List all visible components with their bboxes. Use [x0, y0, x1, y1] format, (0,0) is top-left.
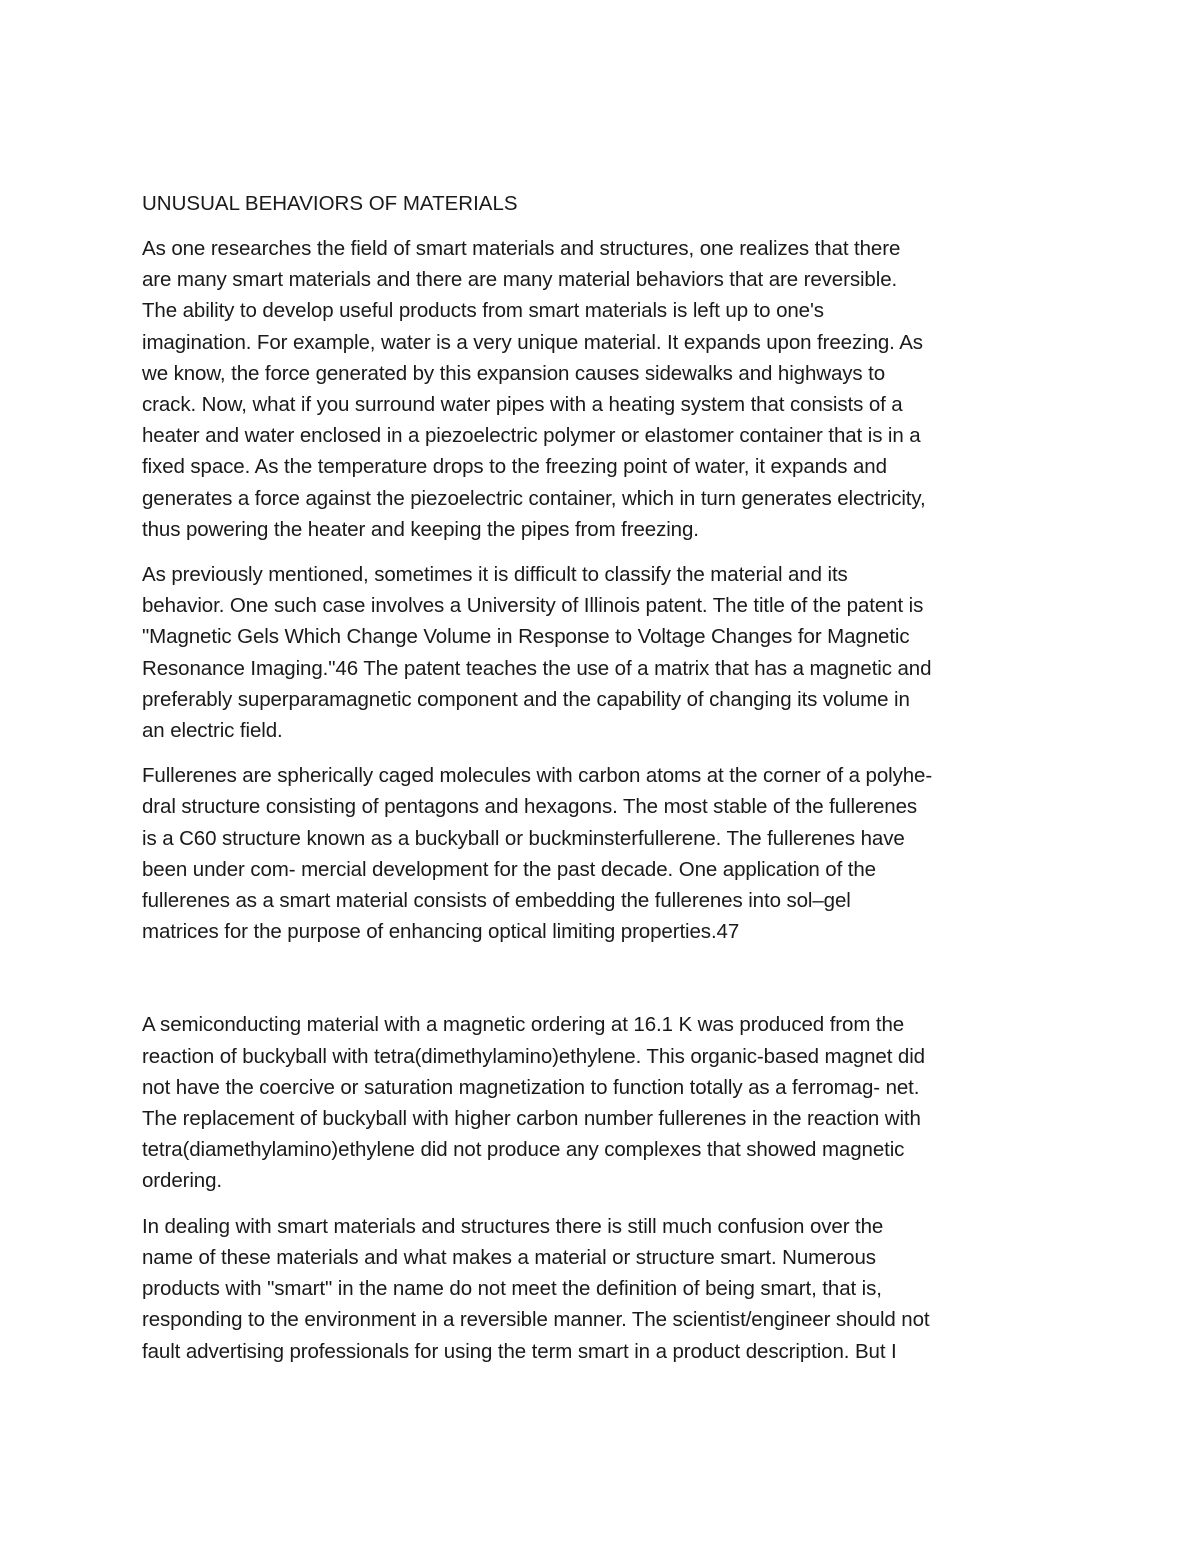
paragraph-semiconducting-material [142, 1009, 1062, 1196]
text-line: ordering. [142, 1169, 223, 1193]
text-line: As previously mentioned, sometimes it is difficult to classify the material and its [142, 563, 848, 587]
text-line: As one researches the field of smart materials and structures, one realizes that there [142, 237, 901, 260]
text-line: been under com- mercial development for the past decade. One application of the [142, 857, 876, 881]
text-line: name of these materials and what makes a material or structure smart. Numerous [142, 1245, 876, 1269]
text-line: crack. Now, what if you surround water pipes with a heating system that consists of a [142, 393, 903, 417]
text-line: thus powering the heater and keeping the pipes from freezing. [142, 517, 699, 541]
text-line: heater and water enclosed in a piezoelectric polymer or elastomer container that is in a [142, 424, 921, 448]
paragraph-fullerenes [142, 760, 1062, 947]
document-body [142, 188, 1062, 1381]
text-line: matrices for the purpose of enhancing optical limiting properties.47 [142, 920, 740, 944]
paragraph-water-expansion [142, 233, 1062, 545]
text-line: Resonance Imaging."46 The patent teaches the use of a matrix that has a magnetic and [142, 656, 932, 680]
text-line: tetra(diamethylamino)ethylene did not produce any complexes that showed magnetic [142, 1138, 905, 1162]
text-line: not have the coercive or saturation magnetization to function totally as a ferromag- net. [142, 1075, 920, 1099]
text-line: dral structure consisting of pentagons and hexagons. The most stable of the fullerenes [142, 795, 918, 819]
text-line: an electric field. [142, 719, 283, 743]
text-line: preferably superparamagnetic component and the capability of changing its volume in [142, 687, 910, 711]
text-line: In dealing with smart materials and structures there is still much confusion over the [142, 1214, 884, 1238]
text-line: The replacement of buckyball with higher carbon number fullerenes in the reaction with [142, 1107, 921, 1131]
text-line: are many smart materials and there are many material behaviors that are reversible. [142, 268, 898, 292]
text-line: fault advertising professionals for using the term smart in a product description. But I [142, 1339, 897, 1363]
text-line: reaction of buckyball with tetra(dimethylamino)ethylene. This organic-based magnet did [142, 1044, 925, 1068]
text-line: A semiconducting material with a magnetic ordering at 16.1 K was produced from the [142, 1013, 905, 1037]
blank-space [142, 961, 1062, 1009]
text-line: imagination. For example, water is a very unique material. It expands upon freezing. As [142, 330, 923, 354]
text-line: responding to the environment in a reversible manner. The scientist/engineer should not [142, 1308, 930, 1332]
text-line: we know, the force generated by this expansion causes sidewalks and highways to [142, 361, 886, 385]
paragraph-magnetic-gels [142, 559, 1062, 746]
paragraph-smart-definition [142, 1211, 1062, 1367]
text-line: fixed space. As the temperature drops to the freezing point of water, it expands and [142, 455, 887, 479]
text-line: is a C60 structure known as a buckyball or buckminsterfullerene. The fullerenes have [142, 826, 905, 850]
text-line: products with "smart" in the name do not meet the definition of being smart, that is, [142, 1277, 882, 1301]
text-line: The ability to develop useful products from smart materials is left up to one's [142, 299, 824, 323]
text-line: Fullerenes are spherically caged molecules with carbon atoms at the corner of a polyhe- [142, 764, 933, 788]
text-line: "Magnetic Gels Which Change Volume in Response to Voltage Changes for Magnetic [142, 625, 910, 649]
text-line: generates a force against the piezoelectric container, which in turn generates electricity, [142, 486, 926, 510]
text-line: behavior. One such case involves a University of Illinois patent. The title of the patent is [142, 594, 924, 618]
text-line: fullerenes as a smart material consists of embedding the fullerenes into sol–gel [142, 889, 851, 913]
document-title: UNUSUAL BEHAVIORS OF MATERIALS [142, 192, 518, 215]
